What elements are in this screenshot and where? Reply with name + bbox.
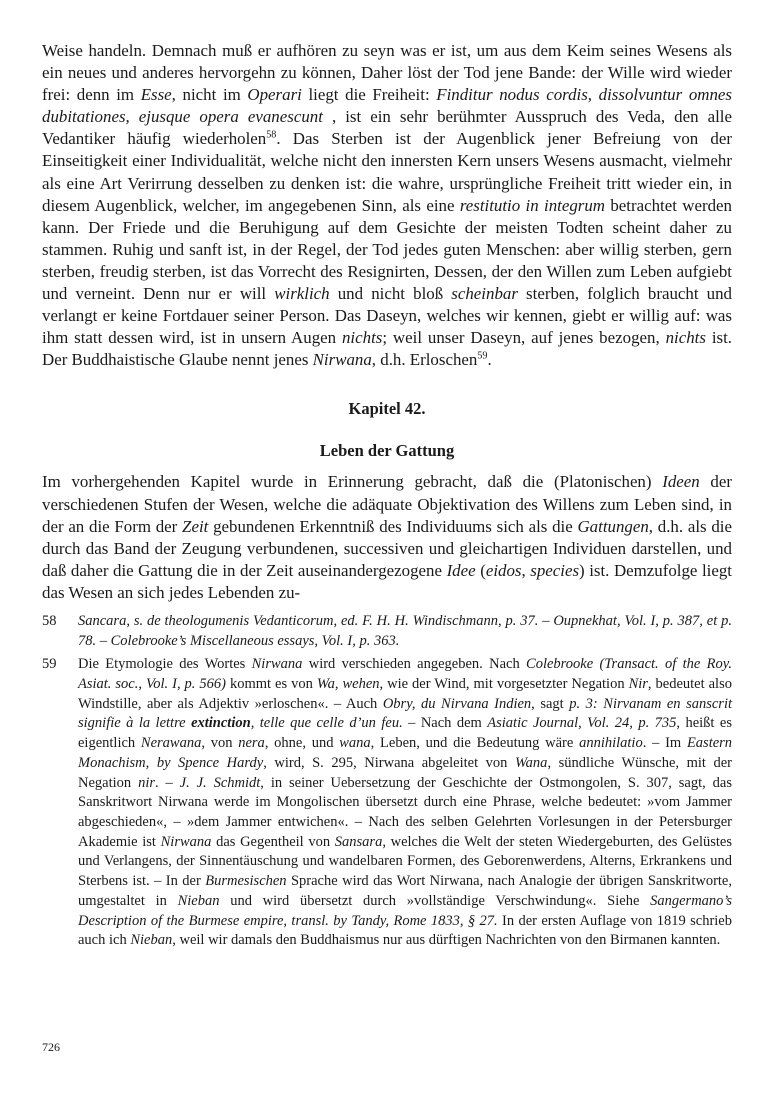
italic-text: Wa, wehen (316, 676, 380, 693)
text-run: sterben, folglich braucht und verlangt er keine Fortdauer seiner Person. Das Daseyn, welches wir kennen, giebt er willig auf: was ihm statt dessen wird, ist in unsern Augen (42, 284, 732, 348)
text-run: , sündliche Wünsche, mit der Negation (78, 754, 732, 791)
text-run: das Gegentheil von (211, 833, 335, 850)
text-run: , d.h. Erloschen (371, 350, 478, 370)
italic-text: Wana (514, 754, 548, 771)
text-run: , ist ein sehr berühmter Ausspruch des Veda, den alle Vedantiker häufig wiederholen (42, 107, 732, 149)
footnote (42, 655, 732, 951)
italic-text: Idee (446, 560, 476, 580)
italic-text: Ideen (662, 472, 700, 492)
text-run: , welches die Welt der steten Wiedergeburten, des Gelüstes und Verlangens, der Sinnentäuschung und wandelbaren Formen, des Geborenwerdens, Alterns, Erkrankens und Sterbens ist. – In der (78, 833, 732, 890)
footnote-ref: 58 (266, 129, 277, 141)
text-run: , weil wir damals den Buddhaismus nur aus dürftigen Nachrichten von den Birmanen kannten. (172, 932, 721, 949)
text-run: liegt die Freiheit: (301, 85, 437, 105)
italic-text: , telle que celle d’un feu. (250, 715, 403, 732)
italic-text: Nirwana (251, 656, 303, 673)
italic-text: annihilatio (579, 735, 643, 752)
text-run: , d.h. als die durch das Band der Zeugung verbundenen, successiven und gleichartigen Individuen darstellen, und daß daher die Gattung die in der Zeit auseinandergezogene (42, 516, 732, 580)
text-run: , heißt es eigentlich (78, 715, 732, 752)
italic-text: Eastern Monachism, by Spence Hardy (78, 735, 733, 771)
text-run: betrachtet werden kann. Der Friede und die Beruhigung auf dem Gesichte der meisten Todten scheint daher zu stammen. Ruhig und sanft ist, in der Regel, der Tod jedes guten Menschen: aber willig sterben, gern sterben, freudig sterben, ist das Vorrecht des Resignirten, Dessen, der den Willen zum Leben aufgiebt und verneint. Denn nur er will (42, 195, 732, 304)
text-run: , Leben, und die Bedeutung wäre (370, 735, 580, 752)
italic-text: Burmesischen (205, 873, 287, 890)
italic-text: restitutio in integrum (459, 195, 606, 215)
document-page (42, 40, 732, 955)
italic-text: Sansara (334, 833, 383, 850)
text-run: . – Im (642, 735, 687, 752)
text-run: , von (201, 735, 239, 752)
text-run: , wird, S. 295, Nirwana abgeleitet von (263, 754, 515, 771)
text-run: ( (475, 560, 486, 580)
text-run: , sagt (531, 695, 570, 712)
italic-text: Esse (140, 85, 172, 105)
paragraph-continuation (42, 40, 732, 371)
italic-text: Sangermano’s Description of the Burmese empire, transl. by Tandy, Rome 1833, § 27. (78, 892, 733, 929)
italic-text: wirklich (274, 284, 330, 304)
text-run: Die Etymologie des Wortes (78, 656, 252, 673)
text-run: . – (154, 774, 180, 791)
italic-text: nera (238, 735, 265, 752)
footnote-ref: 59 (477, 350, 488, 362)
italic-text: Zeit (182, 516, 209, 536)
text-run: , (521, 560, 531, 580)
italic-text: eidos (485, 560, 522, 580)
text-run: In der ersten Auflage von 1819 schrieb auch ich (78, 912, 732, 949)
text-run: . Das Sterben ist der Augenblick jener Befreiung von der Einseitigkeit einer Individualität, welche nicht den innersten Kern unsers Wesens ausmacht, vielmehr als eine Art Verirrung desselben zu denken ist: die wahre, ursprüngliche Freiheit tritt wieder ein, in diesem Augenblick, welcher, im angegebenen Sinn, als eine (42, 129, 732, 215)
footnote-number: 59 (42, 656, 57, 673)
lower-paragraph (42, 471, 732, 604)
italic-text: Asiatic Journal, Vol. 24, p. 735 (487, 715, 677, 732)
italic-text: J. J. Schmidt (179, 774, 261, 791)
footnote-text (78, 612, 732, 651)
text-run: – Nach dem (402, 715, 488, 732)
bold-text: extinction (191, 715, 251, 732)
text-run: wird verschieden angegeben. Nach (302, 656, 527, 673)
chapter-heading: Kapitel 42. (348, 399, 426, 419)
italic-text: Finditur nodus cordis, dissolvuntur omnes dubitationes, ejusque opera evanescunt (42, 85, 732, 127)
page-number: 726 (42, 1040, 60, 1054)
italic-text: Colebrooke (Transact. of the Roy. Asiat. soc., Vol. I, p. 566) (78, 656, 732, 693)
text-run: gebundenen Erkenntniß des Individuums sich als die (208, 516, 578, 536)
text-run: , bedeutet also Windstille, aber als Adjektiv »erloschen«. – Auch (78, 676, 732, 712)
text-run: Sprache wird das Wort Nirwana, nach Analogie der übrigen Sanskritworte, umgestaltet in (78, 873, 732, 909)
chapter-title: Leben der Gattung (319, 441, 455, 461)
text-run: , ohne, und (264, 735, 340, 752)
italic-text: species (530, 560, 580, 580)
italic-text: Nir (628, 676, 648, 693)
text-run: ) ist. Demzufolge liegt das Wesen an sich jedes Lebenden zu- (42, 560, 732, 602)
italic-text: Gattungen (577, 516, 649, 536)
footnote-number: 58 (42, 612, 57, 629)
italic-text: Nieban (177, 892, 220, 909)
italic-text: nir (138, 774, 155, 791)
italic-text: Nirwana (312, 350, 372, 370)
footnotes (42, 612, 732, 951)
text-run: ; weil unser Daseyn, auf jenes bezogen, (382, 328, 666, 348)
italic-text: Nieban (130, 932, 173, 949)
italic-text: p. 3: Nirvanam en sanscrit signifie à la lettre (78, 695, 732, 732)
text-run: der verschiedenen Stufen der Wesen, welche die adäquate Objektivation des Willens zum Leben sind, in der an die Form der (42, 472, 732, 536)
text-run: Im vorhergehenden Kapitel wurde in Erinnerung gebracht, daß die (Platonischen) (42, 472, 663, 492)
italic-text: Nirwana (160, 833, 212, 850)
upper-paragraph (42, 40, 732, 371)
italic-text: wana (339, 735, 371, 752)
text-run: , in seiner Uebersetzung der Geschichte der Ostmongolen, S. 307, sagt, das Sanskritwort Nirwana werde im Mongolischen übersetzt durch eine Phrase, welche bedeutet: »vom Jammer abgeschieden«, – »dem Jammer entwichen«. – Nach des selben Gelehrten Vorlesungen in der Petersburger Akademie ist (78, 774, 732, 850)
text-run: und nicht bloß (329, 284, 452, 304)
italic-text: nichts (341, 328, 383, 348)
text-run: , nicht im (171, 85, 248, 105)
text-run: kommt es von (226, 676, 317, 693)
text-run: Weise handeln. Demnach muß er aufhören zu seyn was er ist, um aus dem Keim seines Wesens als ein neues und anderes hervorgehn zu können, Daher löst der Tod jene Bande: der Wille wird wieder frei: denn im (42, 41, 732, 105)
footnote (42, 612, 732, 651)
text-run: ist. Der Buddhaistische Glaube nennt jenes (42, 328, 733, 370)
paragraph-chapter-start (42, 471, 732, 604)
italic-text: scheinbar (451, 284, 518, 304)
italic-text: Nerawana (140, 735, 202, 752)
italic-text: Obry, du Nirvana Indien (382, 695, 532, 712)
text-run: und wird übersetzt durch »vollständige Verschwindung«. Siehe (219, 892, 651, 909)
text-run: , wie der Wind, mit vorgesetzter Negation (379, 676, 629, 693)
footnote-text (78, 655, 732, 951)
italic-text: nichts (665, 328, 706, 348)
italic-text: Sancara, s. de theologumenis Vedanticorum, ed. F. H. H. Windischmann, p. 37. – Oupnekhat, Vol. I, p. 387, et p. 78. – Colebrooke’s Miscellaneous essays, Vol. I, p. 363. (78, 612, 732, 649)
text-run: . (487, 350, 492, 370)
italic-text: Operari (247, 85, 302, 105)
